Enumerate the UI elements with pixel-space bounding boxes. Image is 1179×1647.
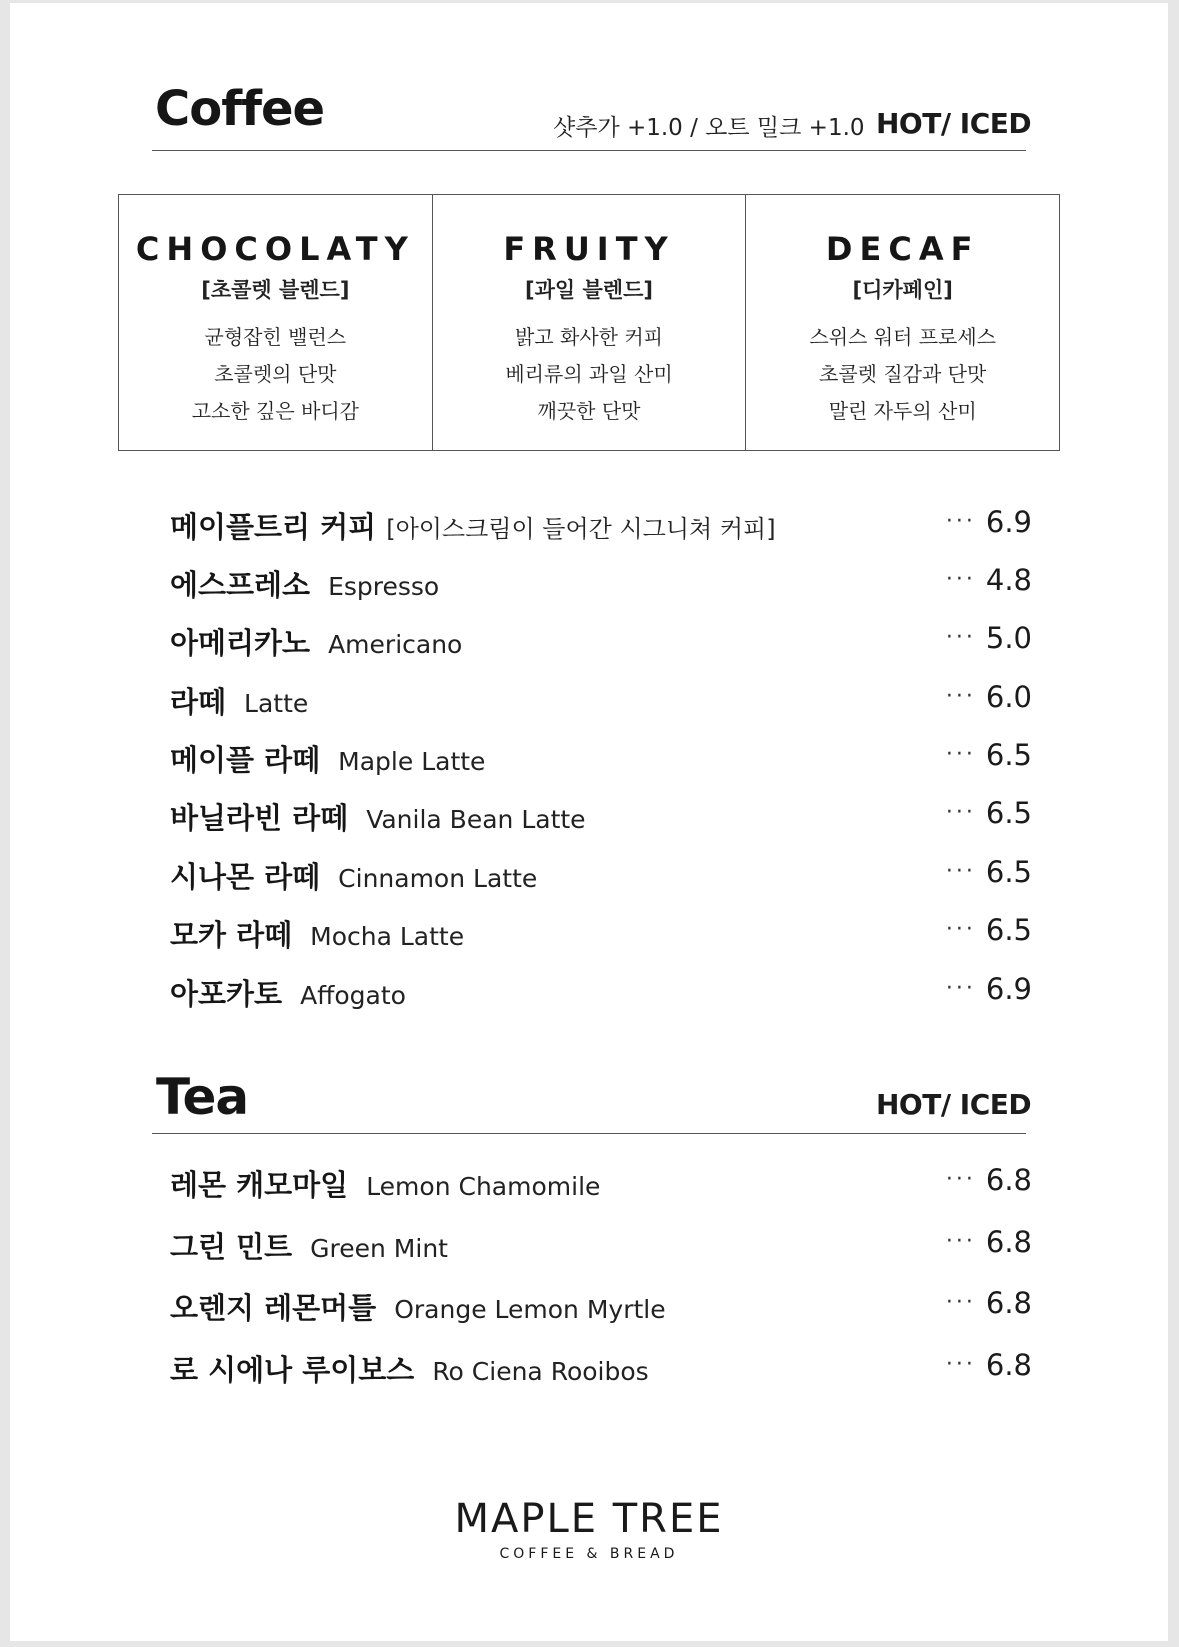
item-name-en: Ro Ciena Rooibos: [432, 1357, 649, 1386]
blend-table: [118, 194, 1060, 451]
item-price: 6.8: [985, 1286, 1032, 1320]
menu-sheet: [10, 3, 1168, 1641]
brand-tagline: COFFEE & BREAD: [499, 1546, 679, 1562]
blend-subtitle: [초콜렛 블렌드]: [201, 278, 350, 302]
item-name-en: Green Mint: [310, 1234, 448, 1263]
item-name-ko: 오렌지 레몬머틀: [170, 1291, 377, 1325]
tea-divider: [152, 1133, 1026, 1134]
dots-leader: ···: [945, 800, 976, 825]
item-name-en: Mocha Latte: [310, 922, 465, 951]
menu-item-green-mint: [170, 1225, 1032, 1269]
item-name-ko: 아메리카노: [170, 626, 311, 660]
menu-item-cinnamon-latte: [170, 855, 1032, 899]
item-name-ko: 아포카토: [170, 977, 283, 1011]
item-name-ko: 바닐라빈 라떼: [170, 801, 349, 835]
item-price: 6.5: [985, 913, 1032, 947]
item-price: 6.0: [985, 680, 1032, 714]
item-price: 6.5: [985, 796, 1032, 830]
item-name-ko: 메이플 라떼: [170, 743, 321, 777]
menu-item-vanila-bean-latte: [170, 796, 1032, 840]
dots-leader: ···: [945, 567, 976, 592]
menu-item-maple-tree-coffee: [170, 505, 1032, 549]
blend-note: 스위스 워터 프로세스: [809, 325, 996, 349]
menu-item-latte: [170, 680, 1032, 724]
item-name-en: Americano: [328, 630, 463, 659]
item-name-ko: 시나몬 라떼: [170, 860, 321, 894]
blend-note: 균형잡힌 밸런스: [204, 325, 347, 349]
blend-fruity: [433, 195, 747, 450]
item-price: 6.8: [985, 1348, 1032, 1382]
coffee-extras: 샷추가 +1.0 / 오트 밀크 +1.0: [553, 115, 865, 141]
item-name-en: Latte: [244, 689, 309, 718]
item-name-ko: 레몬 캐모마일: [170, 1168, 349, 1202]
item-note: [아이스크림이 들어간 시그니쳐 커피]: [386, 515, 776, 543]
menu-item-americano: [170, 621, 1032, 665]
menu-item-maple-latte: [170, 738, 1032, 782]
item-name-ko: 모카 라떼: [170, 918, 293, 952]
item-price: 6.5: [985, 855, 1032, 889]
menu-item-affogato: [170, 972, 1032, 1016]
dots-leader: ···: [945, 509, 976, 534]
tea-hot-iced: HOT/ ICED: [876, 1088, 1032, 1121]
item-price: 6.9: [985, 972, 1032, 1006]
blend-note: 초콜렛 질감과 단맛: [819, 362, 987, 386]
dots-leader: ···: [945, 1229, 976, 1254]
blend-note: 고소한 깊은 바디감: [191, 399, 359, 423]
dots-leader: ···: [945, 917, 976, 942]
dots-leader: ···: [945, 1352, 976, 1377]
item-price: 4.8: [985, 563, 1032, 597]
item-price: 6.5: [985, 738, 1032, 772]
blend-chocolaty: [119, 195, 433, 450]
tea-title: Tea: [156, 1068, 249, 1126]
dots-leader: ···: [945, 859, 976, 884]
blend-subtitle: [디카페인]: [852, 278, 953, 302]
menu-item-ro-ciena-rooibos: [170, 1348, 1032, 1392]
brand-logo: [10, 1496, 1168, 1562]
blend-note: 말린 자두의 산미: [828, 399, 977, 423]
blend-subtitle: [과일 블렌드]: [525, 278, 653, 302]
item-price: 6.9: [985, 505, 1032, 539]
item-name-en: Maple Latte: [338, 747, 486, 776]
item-price: 6.8: [985, 1225, 1032, 1259]
blend-note: 초콜렛의 단맛: [214, 362, 337, 386]
blend-note: 베리류의 과일 산미: [505, 362, 673, 386]
blend-name: CHOCOLATY: [135, 230, 415, 268]
item-price: 5.0: [985, 621, 1032, 655]
blend-name: FRUITY: [503, 230, 675, 268]
dots-leader: ···: [945, 976, 976, 1001]
brand-name: MAPLE TREE: [454, 1496, 724, 1542]
menu-item-espresso: [170, 563, 1032, 607]
dots-leader: ···: [945, 1290, 976, 1315]
item-name-en: Lemon Chamomile: [366, 1172, 601, 1201]
dots-leader: ···: [945, 625, 976, 650]
item-name-ko: 로 시에나 루이보스: [170, 1353, 415, 1387]
menu-item-mocha-latte: [170, 913, 1032, 957]
blend-note: 밝고 화사한 커피: [515, 325, 663, 349]
item-name-en: Vanila Bean Latte: [366, 805, 586, 834]
coffee-hot-iced: HOT/ ICED: [876, 107, 1032, 140]
item-name-en: Espresso: [328, 572, 440, 601]
menu-item-lemon-chamomile: [170, 1163, 1032, 1207]
item-price: 6.8: [985, 1163, 1032, 1197]
item-name-ko: 에스프레소: [170, 568, 311, 602]
item-name-ko: 라떼: [170, 685, 227, 719]
dots-leader: ···: [945, 742, 976, 767]
item-name-en: Affogato: [300, 981, 406, 1010]
menu-item-orange-lemon-myrtle: [170, 1286, 1032, 1330]
blend-decaf: [746, 195, 1059, 450]
dots-leader: ···: [945, 1167, 976, 1192]
item-name-en: Orange Lemon Myrtle: [394, 1295, 666, 1324]
item-name-ko: 메이플트리 커피: [170, 510, 377, 544]
item-name-en: Cinnamon Latte: [338, 864, 538, 893]
blend-name: DECAF: [825, 230, 980, 268]
dots-leader: ···: [945, 684, 976, 709]
coffee-title: Coffee: [155, 81, 325, 137]
coffee-divider: [152, 150, 1026, 151]
item-name-ko: 그린 민트: [170, 1230, 293, 1264]
blend-note: 깨끗한 단맛: [537, 399, 641, 423]
